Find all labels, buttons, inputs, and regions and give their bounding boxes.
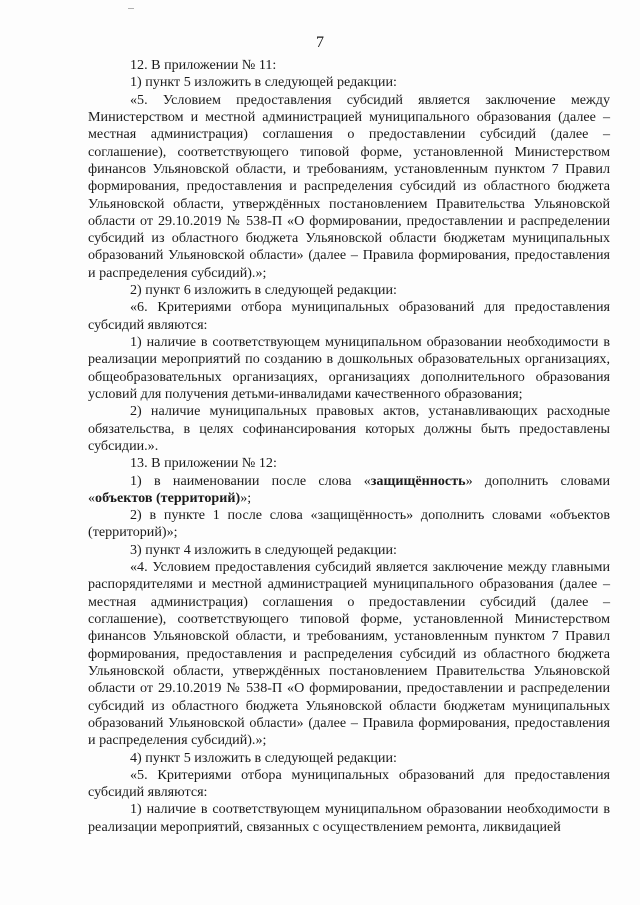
paragraph: 1) в наименовании после слова «защищённость» дополнить словами «объектов (территорий)»; [88,472,610,506]
paragraph: «4. Условием предоставления субсидий является заключение между главными распорядителями и местной администрацией муниципального образования (далее – местная администрация) соглашения о предоставлении субсидий (далее – соглашение), соответствующего типовой форме, установленной Министерством финансов Ульяновской области, и требованиям, установленным пунктом 7 Правил формирования, предоставления и распределения субсидий из областного бюджета Ульяновской области, утверждённых постановлением Правительства Ульяновской области от 29.10.2019 № 538-П «О формировании, предоставлении и распределении субсидий из областного бюджета Ульяновской области бюджетам муниципальных образований Ульяновской области» (далее – Правила формирования, предоставления и распределения субсидий).»; [88,559,610,749]
paragraph: 13. В приложении № 12: [130,455,277,472]
paragraph: 4) пункт 5 изложить в следующей редакции: [130,749,397,766]
paragraph: 1) наличие в соответствующем муниципальном образовании необходимости в реализации мероприятий по созданию в дошкольных образовательных организациях, общеобразовательных организациях, организациях дополнительного образования условий для получения детьми-инвалидами качественного образования; [88,334,610,402]
paragraph: 1) наличие в соответствующем муниципальном образовании необходимости в реализации мероприятий, связанных с осуществлением ремонта, ликвидацией [88,801,610,835]
document-body [88,57,610,836]
bold-term: защищённость [370,472,466,489]
page-number: 7 [316,34,324,51]
paragraph: «5. Критериями отбора муниципальных образований для предоставления субсидий являются: [88,766,610,801]
bold-term: объектов (территорий) [95,489,241,506]
paragraph: 12. В приложении № 11: [130,57,277,73]
paragraph: 1) пункт 5 изложить в следующей редакции: [130,74,397,91]
paragraph: «5. Условием предоставления субсидий является заключение между Министерством и местной администрацией муниципального образования (далее – местная администрация) соглашения о предоставлении субсидий (далее – соглашение), соответствующего типовой форме, установленной Министерством финансов Ульяновской области, и требованиям, установленным пунктом 7 Правил формирования, предоставления и распределения субсидий из областного бюджета Ульяновской области, утверждённых постановлением Правительства Ульяновской области от 29.10.2019 № 538-П «О формировании, предоставлении и распределении субсидий из областного бюджета Ульяновской области бюджетам муниципальных образований Ульяновской области» (далее – Правила формирования, предоставления и распределения субсидий).»; [88,91,610,281]
paragraph: 2) в пункте 1 после слова «защищённость» дополнить словами «объектов (территорий)»; [88,507,610,541]
paragraph: 2) наличие муниципальных правовых актов, устанавливающих расходные обязательства, в целях софинансирования которых должны быть предоставлены субсидии.». [88,403,610,454]
paragraph: 3) пункт 4 изложить в следующей редакции: [130,541,397,558]
scan-artifact [128,8,134,9]
paragraph: «6. Критериями отбора муниципальных образований для предоставления субсидий являются: [88,299,610,333]
paragraph: 2) пункт 6 изложить в следующей редакции: [130,282,397,299]
